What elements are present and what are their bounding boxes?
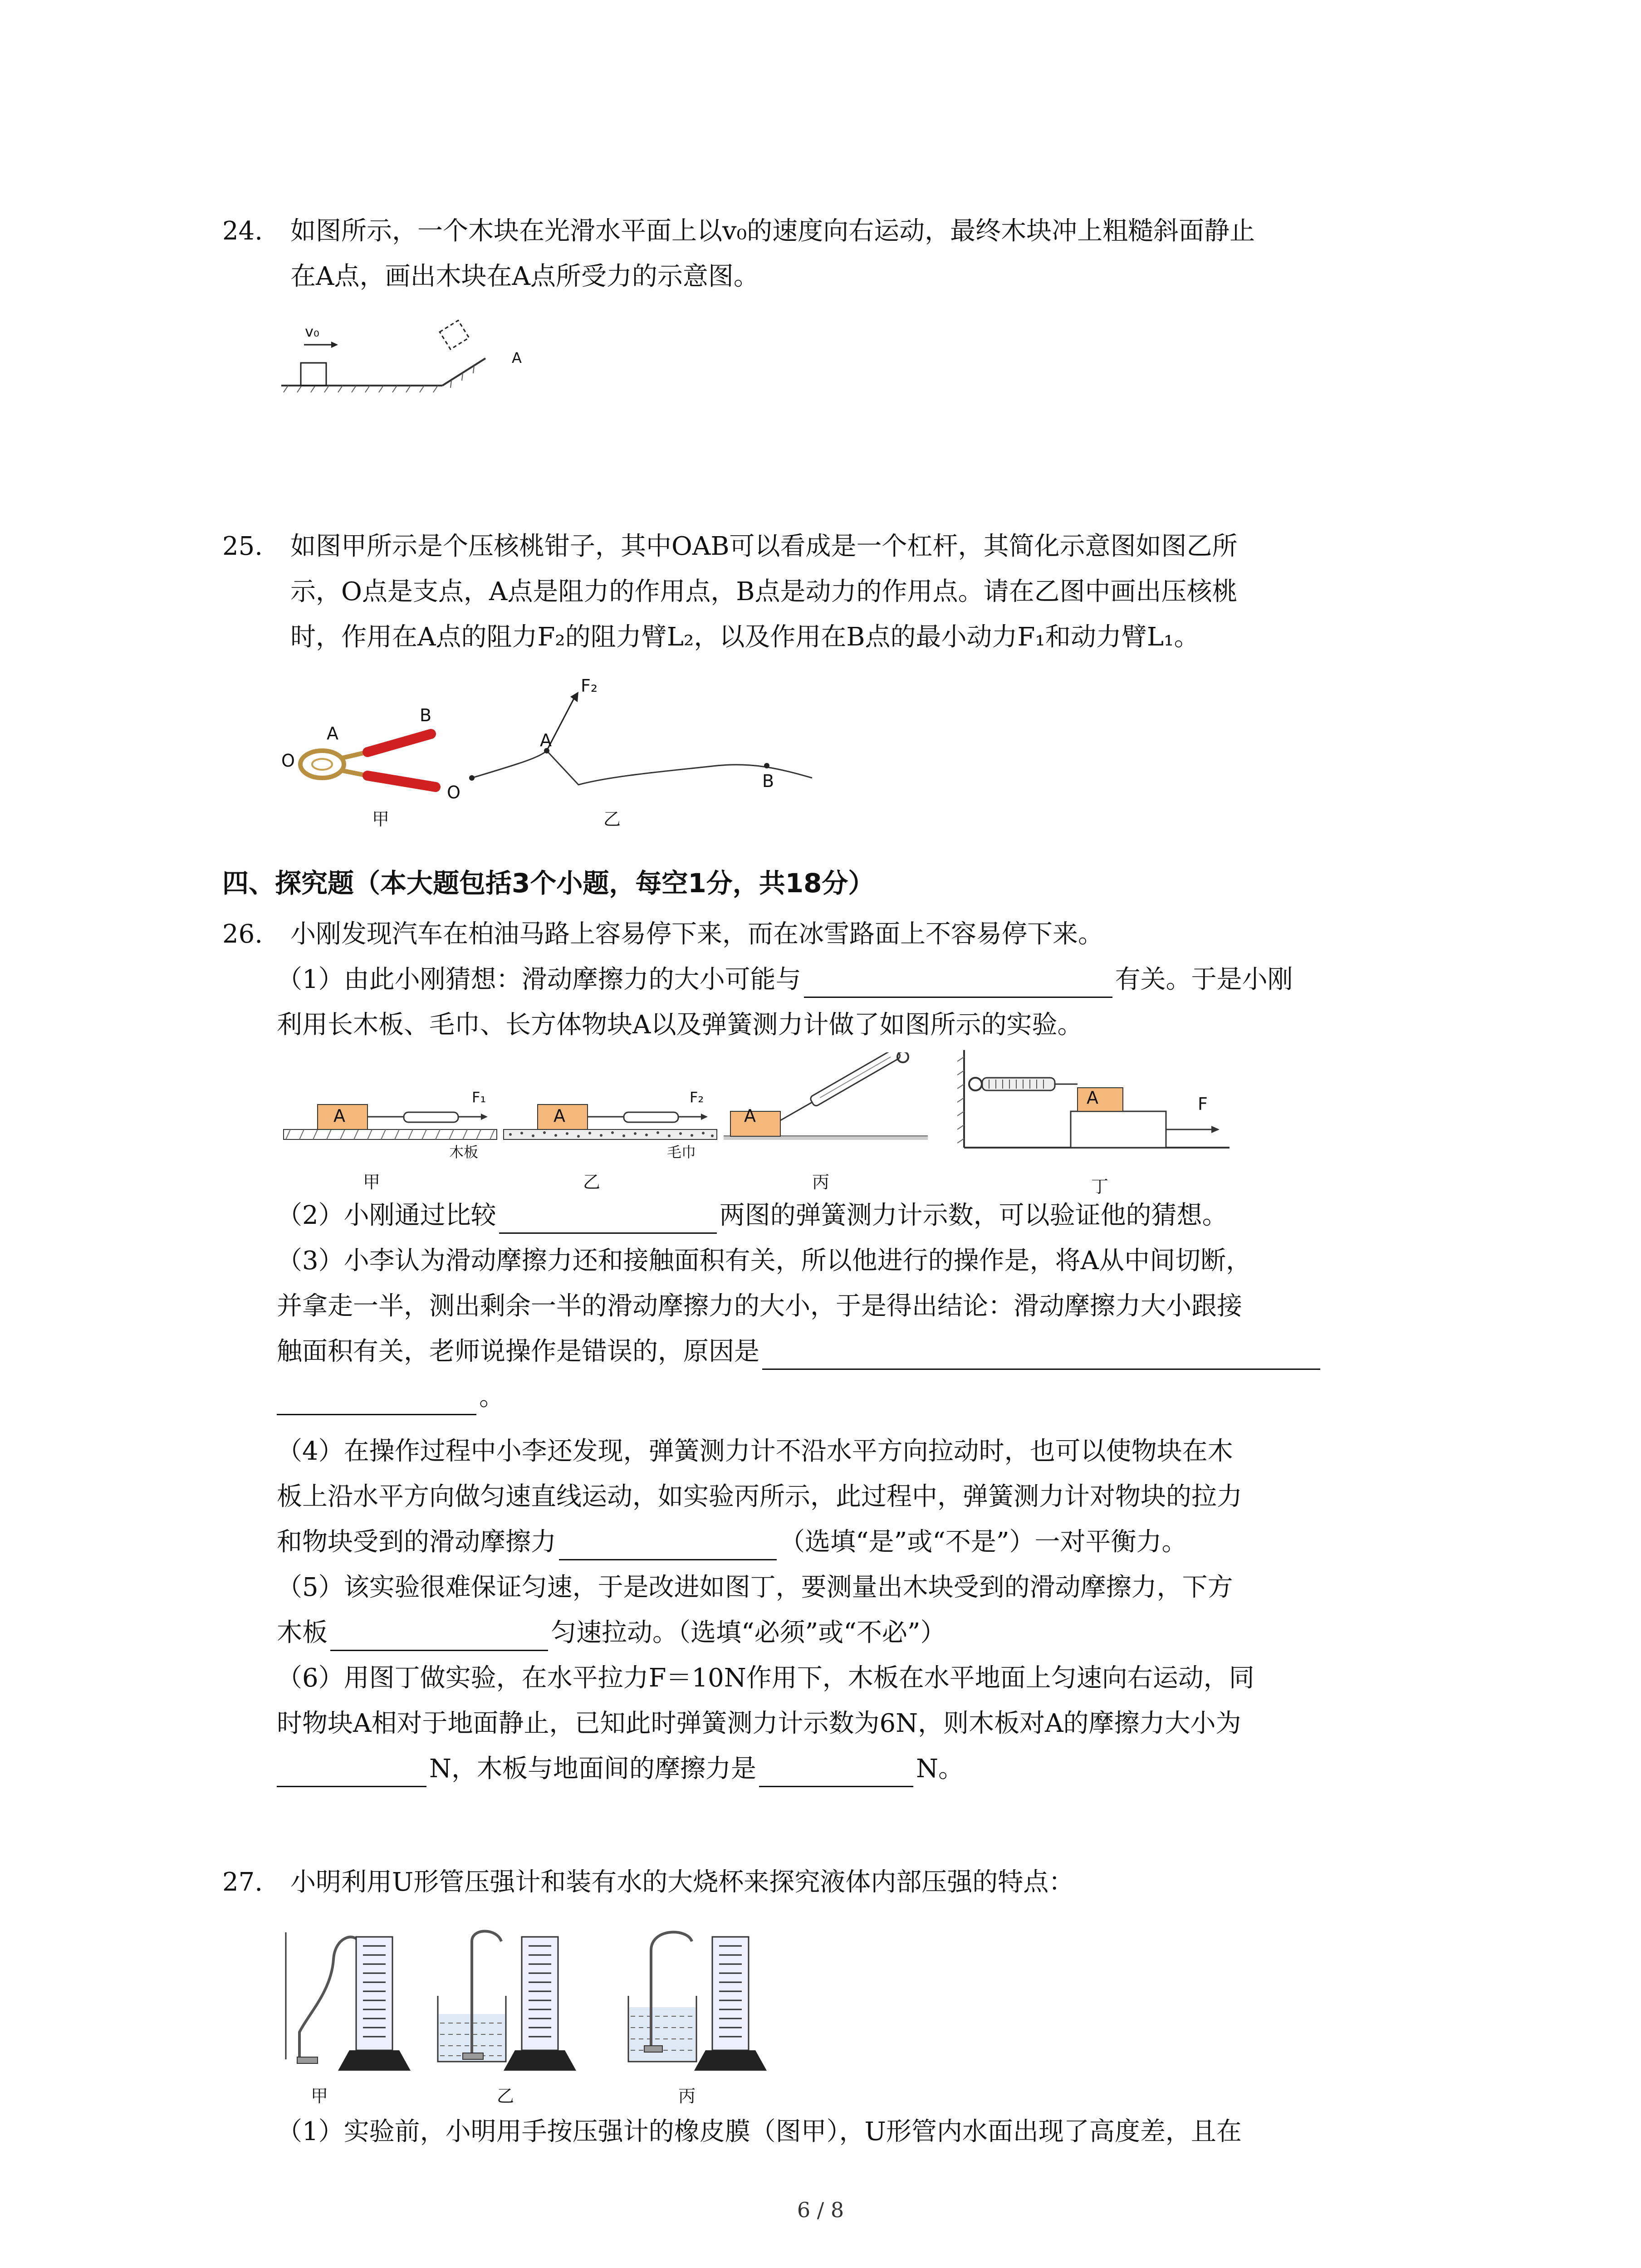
q26-jia-block-label: A: [333, 1106, 345, 1126]
q25-jia-a-label: A: [327, 723, 338, 743]
q26-blank-3b[interactable]: [277, 1388, 476, 1415]
q26-yi-towel-label: 毛巾: [667, 1144, 696, 1161]
q24-a-label: A: [512, 349, 522, 367]
q26-jia-board-label: 木板: [449, 1144, 479, 1161]
q25-line1: [222, 528, 1238, 565]
q26-part3-line2: 并拿走一半，测出剩余一半的滑动摩擦力的大小，于是得出结论：滑动摩擦力大小跟接: [277, 1291, 1242, 1321]
q26-part6-line2: 时物块A相对于地面静止，已知此时弹簧测力计示数为6N，则木板对A的摩擦力大小为: [277, 1709, 1241, 1738]
q26-part4-line1: （4）在操作过程中小李还发现，弹簧测力计不沿水平方向拉动时，也可以使物块在木: [277, 1437, 1233, 1466]
q26-blank-3a[interactable]: [762, 1342, 1320, 1370]
q26-part3-line4: [277, 1379, 505, 1415]
q26-part4-line3: [277, 1524, 1187, 1560]
q26-ding-f-label: F: [1198, 1094, 1208, 1114]
q26-part3-line3: [277, 1334, 1323, 1370]
q27-figure-bing: [624, 1923, 778, 2073]
q26-part6-line1: （6）用图丁做实验，在水平拉力F＝10N作用下，木板在水平地面上匀速向右运动，同: [277, 1663, 1254, 1693]
q25-caption-jia: 甲: [372, 809, 390, 829]
q25-yi-f2-label: F₂: [581, 676, 598, 696]
q26-blank-4[interactable]: [559, 1533, 777, 1560]
q24-v0-label: v₀: [305, 323, 319, 340]
q26-p2-text-a: （2）小刚通过比较: [277, 1201, 496, 1230]
q26-p4-text-d: （选填“是”或“不是”）一对平衡力。: [779, 1527, 1187, 1557]
q26-blank-1[interactable]: [804, 970, 1112, 998]
q26-p6-text-c: N，木板与地面间的摩擦力是: [429, 1754, 756, 1784]
q26-part2-line: [277, 1198, 1228, 1234]
q27-figure-jia: [281, 1923, 417, 2073]
q25-yi-a-label: A: [540, 730, 552, 750]
q24-line1: [222, 213, 1255, 249]
q26-number: 26.: [222, 919, 263, 949]
q25-jia-b-label: B: [420, 705, 432, 725]
q26-caption-bing: 丙: [812, 1172, 830, 1192]
q25-line2: 示，O点是支点，A点是阻力的作用点，B点是动力的作用点。请在乙图中画出压核桃: [290, 577, 1238, 606]
q26-blank-6b[interactable]: [759, 1760, 913, 1787]
q26-p1-text-a: （1）由此小刚猜想：滑动摩擦力的大小可能与: [277, 965, 801, 994]
q26-part1-line2: 利用长木板、毛巾、长方体物块A以及弹簧测力计做了如图所示的实验。: [277, 1010, 1083, 1040]
q27-intro: 小明利用U形管压强计和装有水的大烧杯来探究液体内部压强的特点：: [290, 1867, 1074, 1897]
section-4-title: 四、探究题（本大题包括3个小题，每空1分，共18分）: [222, 868, 875, 899]
q26-p1-text-b: 有关。于是小刚: [1115, 965, 1293, 994]
q25-jia-o-label: O: [281, 751, 295, 771]
q26-blank-2[interactable]: [499, 1206, 717, 1234]
q27-part1-line: （1）实验前，小明用手按压强计的橡皮膜（图甲），U形管内水面出现了高度差，且在: [277, 2117, 1242, 2146]
q26-bing-block-label: A: [744, 1106, 756, 1126]
q26-caption-yi: 乙: [583, 1172, 601, 1192]
q26-yi-block-label: A: [554, 1106, 565, 1126]
q25-number: 25.: [222, 532, 263, 561]
q27-intro-line: [222, 1864, 1074, 1901]
q24-text-1: 如图所示，一个木块在光滑水平面上以v₀的速度向右运动，最终木块冲上粗糙斜面静止: [290, 216, 1255, 246]
q27-caption-yi: 乙: [497, 2086, 514, 2106]
q26-p6-text-d: N。: [916, 1754, 964, 1784]
q26-p5-text-b: 木板: [277, 1618, 328, 1647]
q26-p3-text-c: 触面积有关，老师说操作是错误的，原因是: [277, 1337, 759, 1366]
q26-part6-line3: [277, 1751, 964, 1787]
q25-yi-b-label: B: [762, 771, 774, 791]
q26-jia-f1-label: F₁: [472, 1089, 486, 1106]
page-number: 6 / 8: [797, 2198, 844, 2222]
q27-caption-jia: 甲: [311, 2086, 328, 2106]
q25-caption-yi: 乙: [603, 809, 621, 829]
q24-number: 24.: [222, 216, 263, 246]
q26-caption-ding: 丁: [1091, 1177, 1109, 1197]
q26-part4-line2: 板上沿水平方向做匀速直线运动，如实验丙所示，此过程中，弹簧测力计对物块的拉力: [277, 1482, 1242, 1511]
q26-part1-line1: [277, 962, 1293, 998]
q27-number: 27.: [222, 1867, 263, 1897]
q26-p3-text-d: 。: [479, 1382, 505, 1412]
q27-caption-bing: 丙: [678, 2086, 696, 2106]
q24-line2: 在A点，画出木块在A点所受力的示意图。: [290, 262, 759, 291]
q26-yi-f2-label: F₂: [690, 1089, 704, 1106]
q26-blank-6a[interactable]: [277, 1760, 426, 1787]
q26-p4-text-c: 和物块受到的滑动摩擦力: [277, 1527, 556, 1557]
q25-yi-o-label: O: [447, 782, 460, 802]
q25-line3: 时，作用在A点的阻力F₂的阻力臂L₂，以及作用在B点的最小动力F₁和动力臂L₁。: [290, 622, 1200, 652]
q25-figure-nutcracker: [290, 717, 463, 807]
q26-figure-jia: [281, 1080, 499, 1148]
q26-part3-line1: （3）小李认为滑动摩擦力还和接触面积有关，所以他进行的操作是，将A从中间切断，: [277, 1246, 1252, 1276]
q26-part5-line1: （5）该实验很难保证匀速，于是改进如图丁，要测量出木块受到的滑动摩擦力，下方: [277, 1573, 1233, 1602]
q26-p5-text-c: 匀速拉动。（选填“必须”或“不必”）: [551, 1618, 946, 1647]
q26-figure-yi: [501, 1080, 719, 1148]
q26-figure-bing: [721, 1052, 930, 1148]
q26-blank-5[interactable]: [330, 1623, 548, 1651]
q26-intro: 小刚发现汽车在柏油马路上容易停下来，而在冰雪路面上不容易停下来。: [290, 919, 1103, 949]
q27-figure-yi: [433, 1923, 588, 2073]
q26-ding-block-label: A: [1087, 1088, 1098, 1108]
q26-caption-jia: 甲: [363, 1172, 381, 1192]
q26-intro-line: [222, 916, 1103, 953]
q26-part5-line2: [277, 1615, 946, 1651]
q25-text-1: 如图甲所示是个压核桃钳子，其中OAB可以看成是一个杠杆，其简化示意图如图乙所: [290, 532, 1238, 561]
q26-p2-text-b: 两图的弹簧测力计示数，可以验证他的猜想。: [719, 1201, 1228, 1230]
